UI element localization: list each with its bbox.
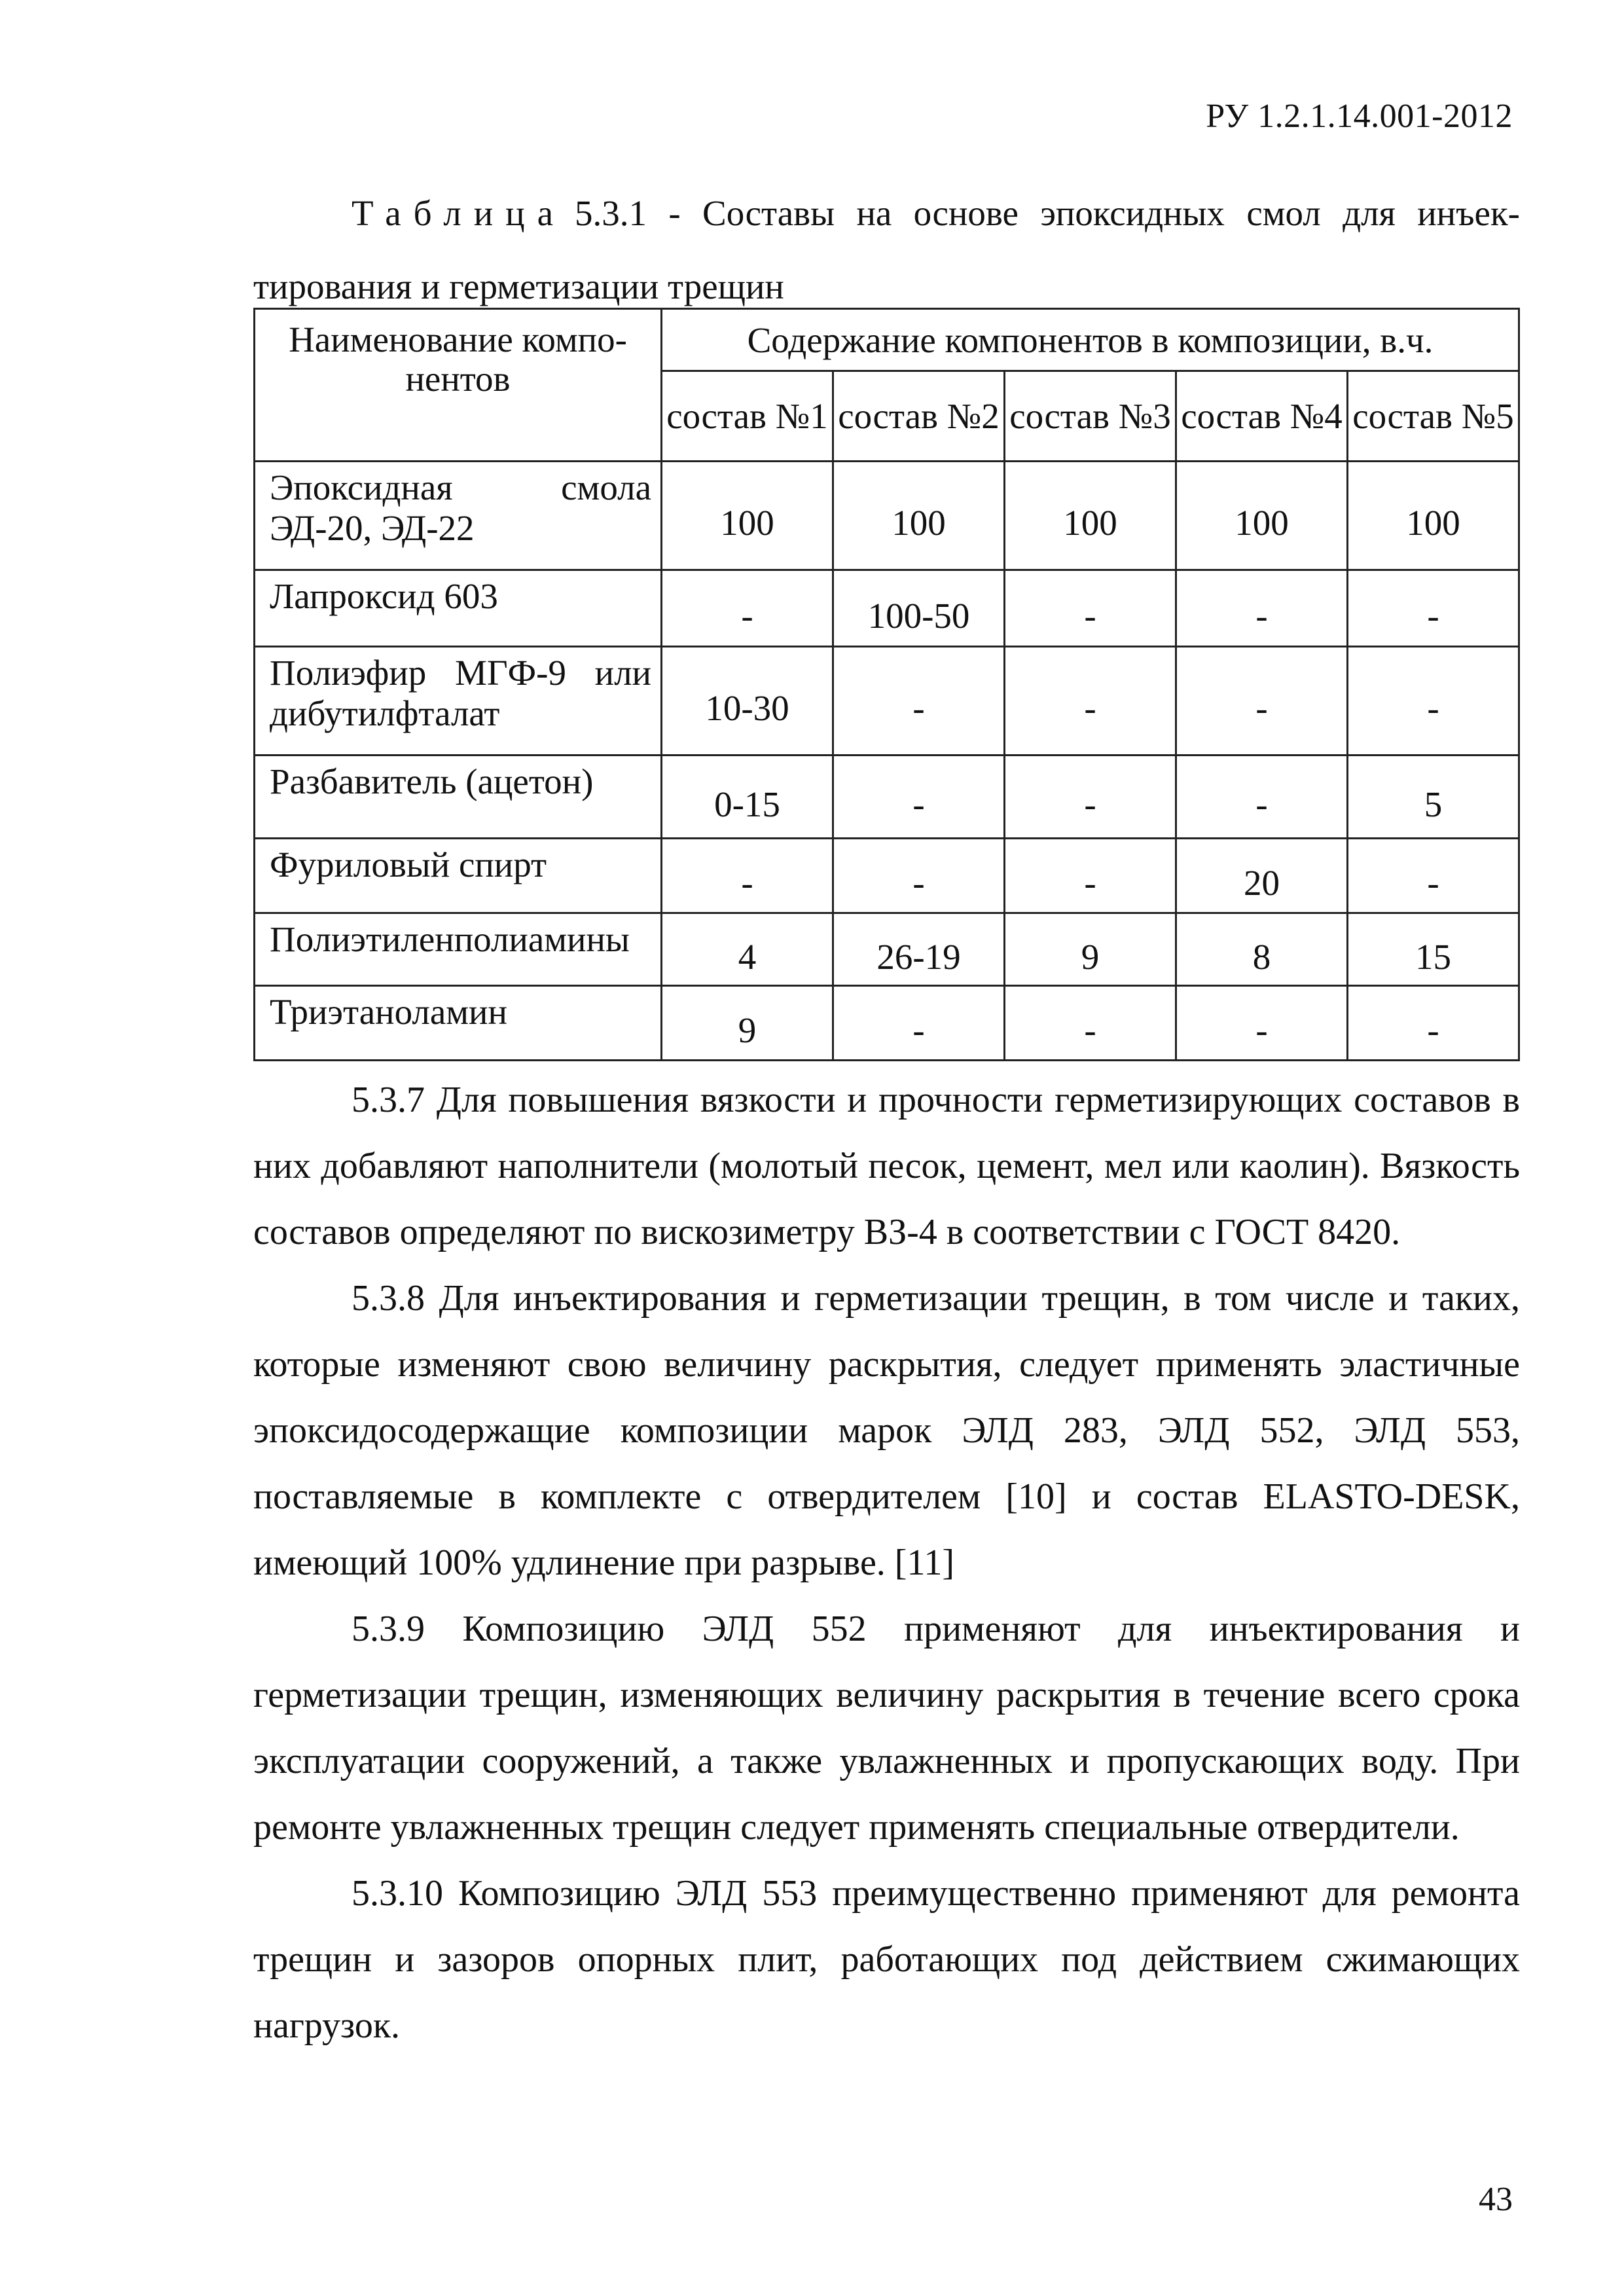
component-value: 100	[833, 462, 1005, 570]
table-row	[255, 462, 1519, 570]
table-row	[255, 756, 1519, 839]
page-number: 43	[1479, 2181, 1513, 2218]
component-value: 20	[1176, 839, 1348, 913]
paragraph-5-3-9: 5.3.9 Композицию ЭЛД 552 применяют для инъектирования и герметизации трещин, изменяющих величину раскрытия в течение всего срока эксплуатации сооружений, а также увлажненных и пропускающих воду. При ремонте увлажненных трещин следует применять специальные отвердители.	[253, 1609, 1520, 1848]
component-value: -	[1176, 986, 1348, 1061]
composition-table-wrapper	[253, 308, 1519, 1061]
component-value: -	[662, 570, 833, 647]
component-value: 100	[1348, 462, 1519, 570]
component-value: -	[833, 986, 1005, 1061]
component-value: 9	[662, 986, 833, 1061]
component-name: Фуриловый спирт	[255, 839, 662, 913]
component-value: 100	[1005, 462, 1176, 570]
table-row	[255, 986, 1519, 1061]
table-row	[255, 647, 1519, 756]
component-value: -	[1348, 570, 1519, 647]
component-value: 0-15	[662, 756, 833, 839]
component-value: -	[1005, 986, 1176, 1061]
table-row	[255, 839, 1519, 913]
column-header: состав №1	[662, 371, 833, 462]
paragraph-5-3-7: 5.3.7 Для повышения вязкости и прочности герметизирующих составов в них добавляют наполнители (молотый песок, цемент, мел или каолин). Вязкость составов определяют по вискозиметру ВЗ-4 в соответствии с ГОСТ 8420.	[253, 1080, 1520, 1252]
component-value: -	[833, 839, 1005, 913]
column-header: состав №5	[1348, 371, 1519, 462]
table-row	[255, 570, 1519, 647]
component-value: 10-30	[662, 647, 833, 756]
column-header: состав №4	[1176, 371, 1348, 462]
component-value: 5	[1348, 756, 1519, 839]
component-name: Эпоксидная смола ЭД-20, ЭД-22	[255, 462, 662, 570]
component-value: 9	[1005, 913, 1176, 986]
content-group-header: Содержание компонентов в композиции, в.ч.	[662, 309, 1519, 371]
paragraph-5-3-8: 5.3.8 Для инъектирования и герметизации трещин, в том числе и таких, которые изменяют свою величину раскрытия, следует применять эластичные эпоксидосодержащие композиции марок ЭЛД 283, ЭЛД 552, ЭЛД 553, поставляемые в комплекте с отвердителем [10] и состав ELASTO-DESK, имеющий 100% удлинение при разрыве. [11]	[253, 1278, 1520, 1583]
table-caption-line1	[253, 177, 1520, 250]
table-row	[255, 913, 1519, 986]
component-value: -	[1176, 756, 1348, 839]
component-name: Разбавитель (ацетон)	[255, 756, 662, 839]
component-value: 4	[662, 913, 833, 986]
component-value: -	[1005, 647, 1176, 756]
table-caption-title: 5.3.1 - Составы на основе эпоксидных смол для инъек-	[574, 193, 1520, 233]
document-code: РУ 1.2.1.14.001-2012	[1206, 98, 1513, 135]
component-value: -	[662, 839, 833, 913]
component-value: -	[1005, 756, 1176, 839]
component-value: -	[1005, 570, 1176, 647]
component-value: -	[833, 756, 1005, 839]
component-value: 100	[1176, 462, 1348, 570]
column-header: состав №3	[1005, 371, 1176, 462]
component-value: -	[1348, 839, 1519, 913]
column-header: состав №2	[833, 371, 1005, 462]
component-value: -	[1348, 647, 1519, 756]
component-value: -	[833, 647, 1005, 756]
component-value: 15	[1348, 913, 1519, 986]
component-value: 100-50	[833, 570, 1005, 647]
table-caption-word: Таблица	[352, 193, 566, 233]
component-name-header: Наименование компо- нентов	[255, 309, 662, 462]
table-header-row	[255, 309, 1519, 371]
paragraph-5-3-10: 5.3.10 Композицию ЭЛД 553 преимущественно применяют для ремонта трещин и зазоров опорных плит, работающих под действием сжимающих нагрузок.	[253, 1873, 1520, 2046]
component-value: 26-19	[833, 913, 1005, 986]
component-value: -	[1176, 647, 1348, 756]
component-value: -	[1005, 839, 1176, 913]
body-text	[253, 1067, 1520, 2059]
component-name: Полиэтиленполиамины	[255, 913, 662, 986]
component-value: -	[1348, 986, 1519, 1061]
composition-table	[253, 308, 1520, 1061]
component-name: Лапроксид 603	[255, 570, 662, 647]
component-name: Полиэфир МГФ-9 или дибутилфталат	[255, 647, 662, 756]
table-caption	[253, 177, 1520, 323]
component-value: 100	[662, 462, 833, 570]
component-name: Триэтаноламин	[255, 986, 662, 1061]
component-value: -	[1176, 570, 1348, 647]
component-value: 8	[1176, 913, 1348, 986]
table-caption-line2: тирования и герметизации трещин	[253, 266, 784, 306]
